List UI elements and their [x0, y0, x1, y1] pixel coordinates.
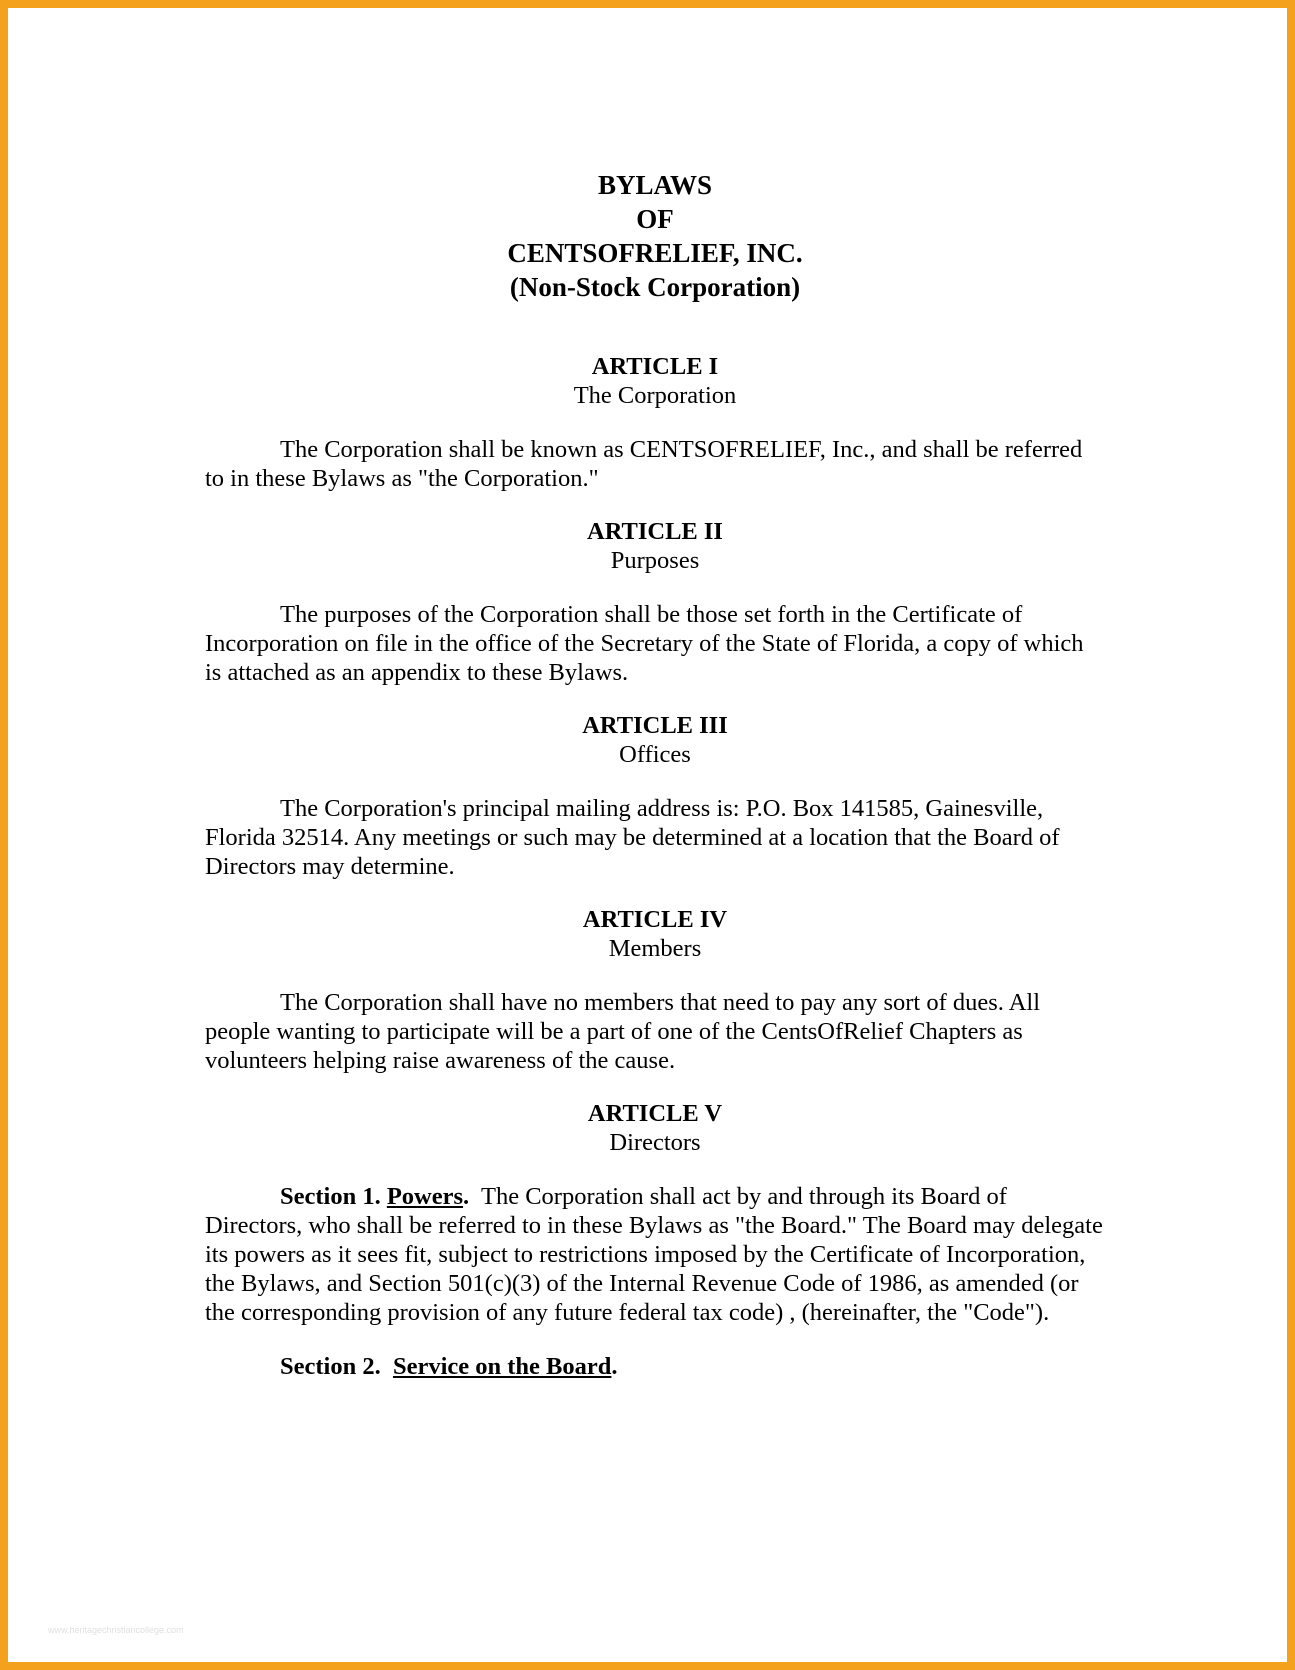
article-3-title: ARTICLE III — [582, 712, 728, 739]
article-4-title: ARTICLE IV — [582, 906, 728, 933]
article-1-subtitle: The Corporation — [573, 382, 737, 409]
article-4-heading — [205, 905, 1105, 963]
title-line-3: CENTSOFRELIEF, INC. — [507, 238, 803, 268]
section-1-body: The Corporation shall act by and through its Board of Directors, who shall be referred to in these Bylaws as "the Board." The Board may delegate its powers as it sees fit, subject to restrictions imposed by the Certificate of Incorporation, the Bylaws, and Section 501(c)(3) of the Internal Revenue Code of 1986, as amended (or the corresponding provision of any future federal tax code) , (hereinafter, the "Code"). — [205, 1183, 1103, 1326]
section-1-paragraph — [205, 1182, 1105, 1327]
article-5-title: ARTICLE V — [587, 1100, 723, 1127]
article-1-body: The Corporation shall be known as CENTSOFRELIEF, Inc., and shall be referred to in these Bylaws as "the Corporation." — [205, 436, 1083, 492]
article-2-title: ARTICLE II — [587, 518, 723, 545]
section-1-title: Powers — [386, 1183, 464, 1210]
document-page — [205, 168, 1105, 1381]
section-2-label: Section 2. — [280, 1353, 381, 1380]
article-4-subtitle: Members — [608, 935, 702, 962]
article-2-body: The purposes of the Corporation shall be those set forth in the Certificate of Incorporation on file in the office of the Secretary of the State of Florida, a copy of which is attached as an appendix to these Bylaws. — [205, 601, 1084, 686]
watermark-text: www.heritagechristiancollege.com — [48, 1625, 184, 1635]
article-4-body: The Corporation shall have no members that need to pay any sort of dues. All people wanting to participate will be a part of one of the CentsOfRelief Chapters as volunteers helping raise awareness of the cause. — [205, 989, 1041, 1074]
section-2-paragraph — [205, 1352, 1105, 1381]
section-1-title-punct: . — [463, 1183, 470, 1210]
title-line-2: OF — [636, 204, 674, 234]
section-2-title: Service on the Board — [392, 1353, 612, 1380]
article-5-heading — [205, 1099, 1105, 1157]
article-3-subtitle: Offices — [619, 741, 691, 768]
article-3-heading — [205, 711, 1105, 769]
article-2-subtitle: Purposes — [610, 547, 700, 574]
section-1-label: Section 1. — [280, 1183, 381, 1210]
article-1-title: ARTICLE I — [591, 353, 719, 380]
article-2-heading — [205, 517, 1105, 575]
document-title — [205, 168, 1105, 304]
title-line-4: (Non-Stock Corporation) — [509, 272, 801, 302]
section-2-title-punct: . — [611, 1353, 618, 1380]
article-5-subtitle: Directors — [609, 1129, 701, 1156]
article-1-heading — [205, 352, 1105, 410]
article-3-body: The Corporation's principal mailing address is: P.O. Box 141585, Gainesville, Florida 32514. Any meetings or such may be determined at a location that the Board of Directors may determine. — [205, 795, 1060, 880]
title-line-1: BYLAWS — [597, 170, 713, 200]
